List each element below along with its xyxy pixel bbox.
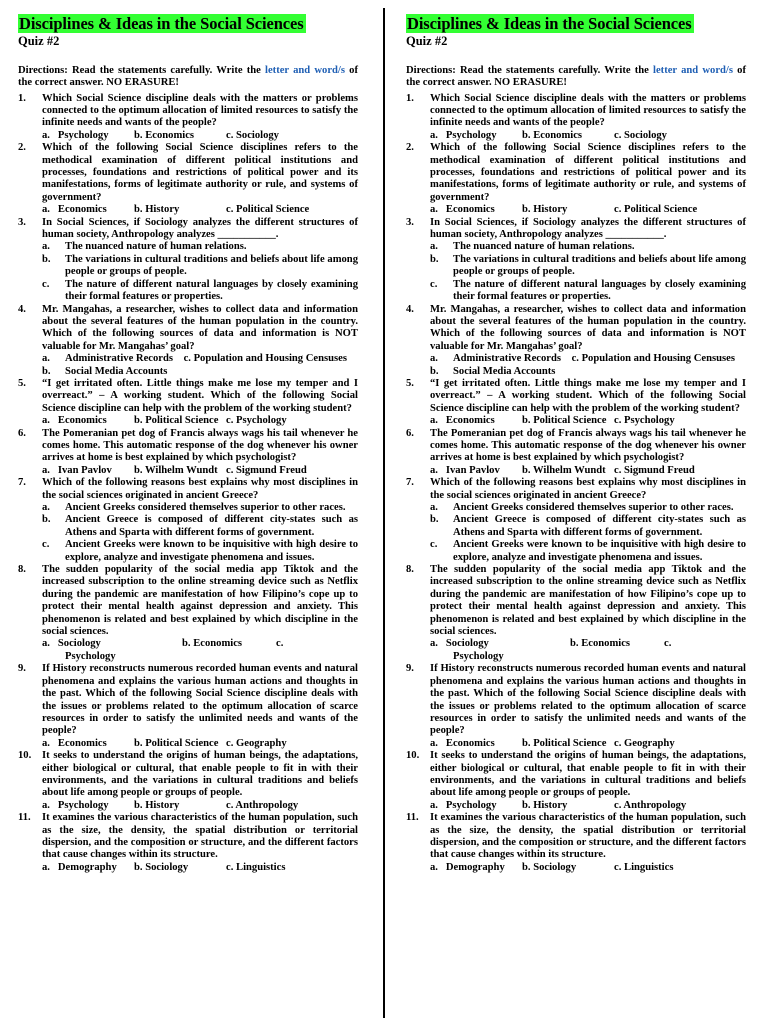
answer-option: c. Linguistics	[614, 861, 674, 873]
choice-letter: b.	[42, 514, 51, 526]
question-text: It examines the various characteristics of the human population, such as the size, the density, the spatial distribution or territorial dispersion, and the composition or structure, and the different factors that cause changes within its structure.	[42, 812, 358, 861]
quiz-column-left	[18, 14, 361, 874]
answer-option: b. Economics	[182, 638, 243, 650]
answer-option: c. Sigmund Freud	[614, 464, 695, 476]
question-number: 5.	[18, 377, 26, 389]
question-text: If History reconstructs numerous recorded human events and natural phenomena and explains the various human actions and thoughts in the past. Which of the following Social Science discipline deals with the issues or problems related to the optimum allocation of scarce resources in order to satisfy the unlimited needs and wants of the people?	[42, 663, 358, 737]
choice-text: The variations in cultural traditions and beliefs about life among people or groups of people.	[65, 253, 361, 278]
answer-option: a. Demography	[430, 861, 505, 873]
answer-option: b. Wilhelm Wundt	[522, 464, 606, 476]
question-text: The Pomeranian pet dog of Francis always wags his tail whenever he comes home. This automatic response of the dog whenever his owner arrives at home is best explained by which psychologist?	[42, 427, 358, 464]
answer-option: a. Economics	[430, 415, 495, 427]
choice-letter: a.	[430, 241, 438, 253]
question-text: “I get irritated often. Little things make me lose my temper and I overreact.” – A working student. Which of the following Social Science discipline can help with the problem of the working student?	[430, 377, 746, 414]
choice-text: Ancient Greece is composed of different city-states such as Athens and Sparta with different forms of government.	[65, 514, 361, 538]
answer-choice	[406, 366, 746, 378]
answer-options	[18, 130, 358, 142]
choice-text: Ancient Greeks were known to be inquisitive with high desire to explore, analyze and investigate phenomena and issues.	[65, 539, 361, 563]
choice-letter: c.	[430, 539, 438, 551]
question-number: 3.	[18, 216, 26, 228]
answer-choice	[18, 502, 358, 514]
question-item	[406, 564, 746, 638]
answer-options	[406, 465, 746, 477]
choice-letter: a.	[42, 353, 50, 365]
answer-options	[18, 738, 358, 750]
answer-options	[18, 465, 358, 477]
choice-letter: a.	[42, 241, 50, 253]
question-text: Which of the following reasons best explains why most disciplines in the social sciences originated in ancient Greece?	[42, 477, 358, 501]
question-number: 2.	[18, 142, 26, 154]
answer-option: a. Psychology	[430, 799, 497, 811]
question-item	[18, 428, 358, 465]
choice-text: Administrative Records c. Population and Housing Censuses	[65, 353, 347, 365]
answer-option: c. Anthropology	[226, 799, 299, 811]
answer-option: a. Psychology	[42, 799, 109, 811]
answer-options	[406, 415, 746, 427]
answer-option: b. Sociology	[134, 861, 189, 873]
answer-option: c.	[664, 638, 672, 650]
answer-choice	[406, 353, 746, 365]
answer-choice	[18, 353, 358, 365]
question-number: 4.	[18, 303, 26, 315]
question-text: The Pomeranian pet dog of Francis always wags his tail whenever he comes home. This automatic response of the dog whenever his owner arrives at home is best explained by which psychologist?	[430, 427, 746, 464]
question-number: 9.	[406, 663, 414, 675]
answer-option: c. Sociology	[226, 129, 279, 141]
choice-letter: a.	[430, 502, 438, 513]
answer-option: a. Sociology	[430, 638, 489, 650]
answer-choice	[406, 502, 746, 514]
answer-option: b. History	[134, 799, 180, 811]
choice-text: The nuanced nature of human relations.	[453, 241, 635, 253]
question-item	[406, 750, 746, 800]
answer-option: b. Economics	[522, 129, 583, 141]
question-number: 11.	[18, 812, 31, 824]
answer-options-line	[430, 638, 746, 650]
question-item	[406, 812, 746, 862]
answer-option: a. Ivan Pavlov	[42, 464, 112, 476]
answer-option: b. Political Science	[522, 737, 607, 749]
directions	[18, 65, 358, 90]
question-number: 5.	[406, 377, 414, 389]
question-text: In Social Sciences, if Sociology analyzes the different structures of human society, Anthropology analyzes ___________.	[42, 216, 358, 241]
answer-choice	[18, 539, 361, 564]
answer-option: Psychology	[453, 650, 504, 662]
question-number: 10.	[406, 750, 420, 762]
question-item	[18, 477, 358, 502]
choice-text: The nature of different natural languages by closely examining their formal features or properties.	[453, 278, 749, 303]
quiz-column-right	[406, 14, 749, 874]
choice-text: Ancient Greeks considered themselves superior to other races.	[65, 502, 346, 513]
answer-options	[18, 800, 358, 812]
directions-text-end: of the correct answer. NO ERASURE!	[406, 65, 746, 89]
answer-options	[406, 130, 746, 142]
quiz-title: Disciplines & Ideas in the Social Sciences	[19, 14, 304, 33]
answer-option: c. Anthropology	[614, 799, 687, 811]
answer-option: c. Political Science	[226, 204, 310, 216]
answer-option: a. Psychology	[430, 129, 497, 141]
choice-letter: c.	[430, 278, 438, 290]
answer-choice	[406, 278, 749, 304]
answer-choice	[18, 278, 361, 304]
question-number: 8.	[406, 564, 414, 576]
answer-option: b. Wilhelm Wundt	[134, 464, 218, 476]
question-number: 7.	[406, 477, 414, 489]
question-item	[18, 378, 358, 415]
question-item	[18, 750, 358, 800]
answer-option: b. History	[134, 204, 180, 216]
choice-letter: b.	[42, 365, 51, 377]
directions-text: Directions: Read the statements carefully. Write the	[406, 65, 654, 76]
answer-option: c. Geography	[614, 737, 675, 749]
question-text: Which Social Science discipline deals with the matters or problems connected to the optimum allocation of limited resources to satisfy the infinite needs and wants of the people?	[42, 92, 358, 129]
choice-text: Ancient Greeks were known to be inquisitive with high desire to explore, analyze and investigate phenomena and issues.	[453, 539, 749, 563]
answer-options	[406, 800, 746, 812]
choice-letter: c.	[42, 278, 50, 290]
question-item	[406, 428, 746, 465]
directions-highlight: letter and word/s	[653, 65, 733, 76]
answer-choice	[18, 514, 361, 539]
choice-text: Ancient Greeks considered themselves superior to other races.	[453, 502, 734, 513]
question-item	[406, 477, 746, 502]
choice-text: Administrative Records c. Population and Housing Censuses	[453, 353, 735, 365]
question-number: 9.	[18, 663, 26, 675]
choice-text: The nuanced nature of human relations.	[65, 241, 247, 253]
choice-letter: a.	[42, 502, 50, 513]
question-item	[18, 564, 358, 638]
answer-option: a. Demography	[42, 861, 117, 873]
answer-option: c. Sociology	[614, 129, 667, 141]
answer-option: c. Psychology	[226, 415, 287, 427]
answer-options	[406, 204, 746, 216]
question-number: 2.	[406, 142, 414, 154]
answer-option: a. Sociology	[42, 638, 101, 650]
answer-options	[406, 738, 746, 750]
question-number: 7.	[18, 477, 26, 489]
question-number: 1.	[406, 92, 414, 104]
question-number: 1.	[18, 92, 26, 104]
answer-choice	[406, 253, 749, 279]
question-text: It seeks to understand the origins of human beings, the adaptations, either biological or cultural, that enable people to fit in with their environments, and the variations in cultural traditions and beliefs about life among people or groups of people.	[42, 750, 358, 799]
question-text: Which Social Science discipline deals with the matters or problems connected to the optimum allocation of limited resources to satisfy the infinite needs and wants of the people?	[430, 92, 746, 129]
question-text: Mr. Mangahas, a researcher, wishes to collect data and information about the several features of the human population in the country. Which of the following sources of data and information is NOT valuable for Mr. Mangahas’ goal?	[42, 303, 358, 352]
answer-option: c. Sigmund Freud	[226, 464, 307, 476]
choice-letter: a.	[430, 353, 438, 365]
choice-letter: b.	[430, 253, 439, 265]
answer-options	[406, 638, 746, 663]
answer-choice	[406, 539, 749, 564]
answer-option: a. Economics	[430, 737, 495, 749]
question-item	[18, 812, 358, 862]
question-text: Mr. Mangahas, a researcher, wishes to collect data and information about the several features of the human population in the country. Which of the following sources of data and information is NOT valuable for Mr. Mangahas’ goal?	[430, 303, 746, 352]
question-number: 10.	[18, 750, 32, 762]
answer-option: c.	[276, 638, 284, 650]
answer-option: b. Economics	[134, 129, 195, 141]
question-item	[18, 142, 358, 204]
directions-text-end: of the correct answer. NO ERASURE!	[18, 65, 358, 89]
answer-options	[18, 415, 358, 427]
question-number: 3.	[406, 216, 414, 228]
question-number: 6.	[18, 427, 26, 439]
question-number: 8.	[18, 564, 26, 576]
question-number: 11.	[406, 812, 419, 824]
question-item	[406, 378, 746, 415]
choice-letter: b.	[430, 365, 439, 377]
answer-option: b. Political Science	[522, 415, 607, 427]
answer-option: c. Geography	[226, 737, 287, 749]
question-text: Which of the following reasons best explains why most disciplines in the social sciences originated in ancient Greece?	[430, 477, 746, 501]
answer-options-line	[42, 638, 358, 650]
answer-option: a. Ivan Pavlov	[430, 464, 500, 476]
answer-option: c. Psychology	[614, 415, 675, 427]
question-number: 4.	[406, 303, 414, 315]
question-text: The sudden popularity of the social media app Tiktok and the increased subscription to the online streaming device such as Netflix during the pandemic are manifestation of how Filipino’s cope up to protect their mental health against depression and anxiety. This phenomenon is related and best explained by which discipline in the social sciences.	[42, 564, 358, 638]
answer-choice	[406, 514, 749, 539]
answer-choice	[18, 253, 361, 279]
choice-letter: b.	[42, 253, 51, 265]
answer-options	[406, 862, 746, 874]
answer-option: b. Economics	[570, 638, 631, 650]
question-item	[18, 93, 358, 130]
question-item	[18, 217, 358, 242]
question-text: It examines the various characteristics of the human population, such as the size, the density, the spatial distribution or territorial dispersion, and the composition or structure, and the different factors that cause changes within its structure.	[430, 812, 746, 861]
answer-options	[18, 204, 358, 216]
answer-option: b. Sociology	[522, 861, 577, 873]
question-item	[18, 304, 358, 354]
answer-option: a. Economics	[430, 204, 495, 216]
answer-option: c. Political Science	[614, 204, 698, 216]
answer-choice	[18, 366, 358, 378]
choice-text: The variations in cultural traditions and beliefs about life among people or groups of people.	[453, 253, 749, 278]
answer-option: b. Political Science	[134, 737, 219, 749]
question-number: 6.	[406, 427, 414, 439]
answer-option: Psychology	[65, 650, 116, 662]
answer-option: b. History	[522, 204, 568, 216]
answer-choice	[18, 241, 358, 253]
choice-text: Ancient Greece is composed of different city-states such as Athens and Sparta with different forms of government.	[453, 514, 749, 538]
answer-option: c. Linguistics	[226, 861, 286, 873]
answer-options	[18, 638, 358, 663]
question-text: “I get irritated often. Little things make me lose my temper and I overreact.” – A working student. Which of the following Social Science discipline can help with the problem of the working student?	[42, 377, 358, 414]
question-text: Which of the following Social Science disciplines refers to the methodical examination of different political institutions and processes, foundations and restrictions of political power and its manifestations, forms of legitimate authority or rule, and systems of government?	[42, 142, 358, 203]
question-text: It seeks to understand the origins of human beings, the adaptations, either biological or cultural, that enable people to fit in with their environments, and the variations in cultural traditions and beliefs about life among people or groups of people.	[430, 750, 746, 799]
answer-option: a. Economics	[42, 737, 107, 749]
quiz-title: Disciplines & Ideas in the Social Sciences	[407, 14, 692, 33]
question-item	[406, 663, 746, 737]
answer-option: a. Psychology	[42, 129, 109, 141]
answer-option: b. History	[522, 799, 568, 811]
quiz-number: Quiz #2	[406, 34, 448, 48]
question-text: If History reconstructs numerous recorded human events and natural phenomena and explains the various human actions and thoughts in the past. Which of the following Social Science discipline deals with the issues or problems related to the optimum allocation of scarce resources in order to satisfy the unlimited needs and wants of the people?	[430, 663, 746, 737]
answer-option: a. Economics	[42, 204, 107, 216]
question-text: Which of the following Social Science disciplines refers to the methodical examination of different political institutions and processes, foundations and restrictions of political power and its manifestations, forms of legitimate authority or rule, and systems of government?	[430, 142, 746, 203]
choice-text: Social Media Accounts	[65, 365, 168, 377]
quiz-number: Quiz #2	[18, 34, 60, 48]
choice-letter: b.	[430, 514, 439, 526]
answer-option: b. Political Science	[134, 415, 219, 427]
answer-option: a. Economics	[42, 415, 107, 427]
question-text: In Social Sciences, if Sociology analyzes the different structures of human society, Anthropology analyzes ___________.	[430, 216, 746, 241]
choice-text: The nature of different natural languages by closely examining their formal features or properties.	[65, 278, 361, 303]
answer-choice	[406, 241, 746, 253]
question-item	[406, 93, 746, 130]
question-text: The sudden popularity of the social media app Tiktok and the increased subscription to the online streaming device such as Netflix during the pandemic are manifestation of how Filipino’s cope up to protect their mental health against depression and anxiety. This phenomenon is related and best explained by which discipline in the social sciences.	[430, 564, 746, 638]
directions-text: Directions: Read the statements carefully. Write the	[18, 65, 266, 76]
question-item	[406, 217, 746, 242]
directions	[406, 65, 746, 90]
answer-options	[18, 862, 358, 874]
choice-letter: c.	[42, 539, 50, 551]
column-divider	[383, 8, 385, 1018]
question-item	[18, 663, 358, 737]
question-item	[406, 304, 746, 354]
directions-highlight: letter and word/s	[265, 65, 345, 76]
choice-text: Social Media Accounts	[453, 365, 556, 377]
question-item	[406, 142, 746, 204]
